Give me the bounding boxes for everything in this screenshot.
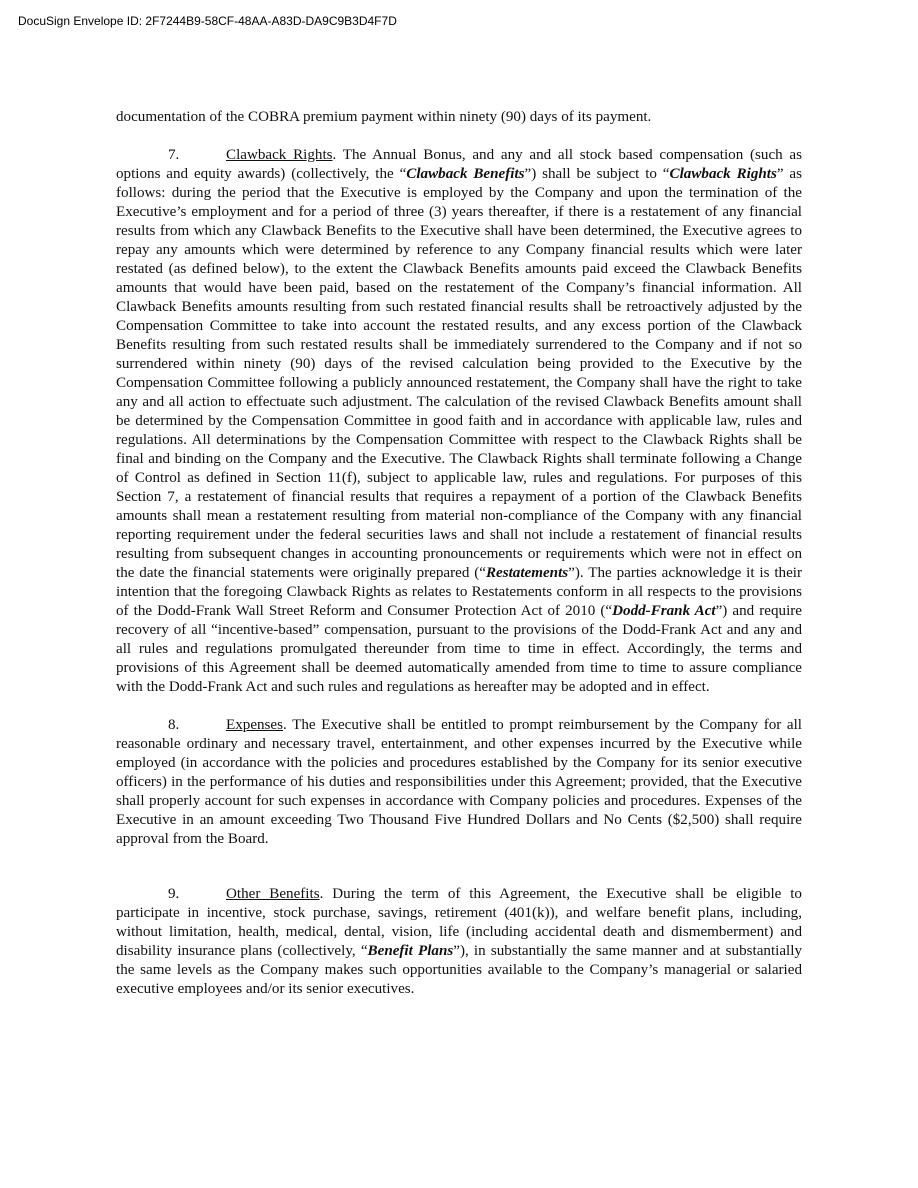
section-text: . The Executive shall be entitled to prompt reimbursement by the Company for all reasonable ordinary and necessary travel, entertainment, and other expenses incurred by the Executive while employed (in accordance with the policies and procedures established by the Company for its senior executive officers) in the performance of his duties and responsibilities under this Agreement; provided, that the Executive shall properly account for such expenses in accordance with Company policies and procedures. Expenses of the Executive in an amount exceeding Two Thousand Five Hundred Dollars and No Cents ($2,500) shall require approval from the Board. — [116, 717, 802, 847]
section-heading: Other Benefits — [226, 886, 320, 902]
section-text: ”) shall be subject to “ — [524, 166, 670, 182]
section-text: ” as follows: during the period that the Executive is employed by the Company and upon the termination of the Executive’s employment and for a period of three (3) years thereafter, if there is a restatement of any financial results from which any Clawback Benefits to the Executive shall have been determined, the Executive agrees to repay any amounts which were determined by reference to any Company financial results which were later restated (as defined below), to the extent the Clawback Benefits amounts paid exceed the Clawback Benefits amounts that would have been paid, based on the restatement of the Company’s financial information. All Clawback Benefits amounts resulting from such restated financial results shall be retroactively adjusted by the Compensation Committee to take into account the restated results, and any excess portion of the Clawback Benefits resulting from such restated results shall be immediately surrendered to the Company and if not so surrendered within ninety (90) days of the revised calculation being provided to the Executive by the Compensation Committee following a publicly announced restatement, the Company shall have the right to take any and all action to effectuate such adjustment. The calculation of the revised Clawback Benefits amount shall be determined by the Compensation Committee in good faith and in accordance with applicable law, rules and regulations. All determinations by the Compensation Committee with respect to the Clawback Rights shall be final and binding on the Company and the Executive. The Clawback Rights shall terminate following a Change of Control as defined in Section 11(f), subject to applicable law, rules and regulations. For purposes of this Section 7, a restatement of financial results that requires a repayment of a portion of the Clawback Benefits amounts shall mean a restatement resulting from material non-compliance of the Company with any financial reporting requirement under the federal securities laws and shall not include a restatement of financial results resulting from subsequent changes in accounting pronouncements or requirements which were not in effect on the date the financial statements were originally prepared (“ — [116, 166, 803, 581]
section-heading: Clawback Rights — [226, 147, 333, 163]
section-number: 9. — [168, 886, 180, 902]
intro-paragraph: documentation of the COBRA premium payment within ninety (90) days of its payment. — [116, 109, 652, 125]
section-9-other-benefits — [116, 885, 802, 999]
section-number: 8. — [168, 717, 180, 733]
section-7-clawback-rights — [116, 146, 802, 697]
section-heading: Expenses — [226, 717, 284, 733]
defined-term: Restatements — [485, 565, 569, 581]
defined-term: Clawback Rights — [669, 166, 777, 182]
defined-term: Benefit Plans — [367, 943, 454, 959]
section-8-expenses — [116, 716, 802, 849]
docusign-envelope-id: DocuSign Envelope ID: 2F7244B9-58CF-48AA-A83D-DA9C9B3D4F7D — [18, 14, 397, 28]
section-text: ”) and require recovery of all “incentive-based” compensation, pursuant to the provisions of the Dodd-Frank Act and any and all rules and regulations promulgated thereunder from time to time in effect. Accordingly, the terms and provisions of this Agreement shall be deemed automatically amended from time to time to assure compliance with the Dodd-Frank Act and such rules and regulations as hereafter may be adopted and in effect. — [116, 603, 802, 695]
section-text: . During the term of this Agreement, the Executive shall be eligible to participate in incentive, stock purchase, savings, retirement (401(k)), and welfare benefit plans, including, without limitation, health, medical, dental, vision, life (including accidental death and dismemberment) and disability insurance plans (collectively, “ — [116, 886, 802, 959]
document-page — [116, 108, 802, 1018]
defined-term: Clawback Benefits — [406, 166, 525, 182]
section-text: ”), in substantially the same manner and at substantially the same levels as the Company makes such opportunities available to the Company’s managerial or salaried executive employees and/or its senior executives. — [116, 943, 802, 997]
defined-term: Dodd-Frank Act — [612, 603, 716, 619]
section-text: . The Annual Bonus, and any and all stock based compensation (such as options and equity awards) (collectively, the “ — [116, 147, 802, 182]
section-number: 7. — [168, 147, 180, 163]
section-text: ”). The parties acknowledge it is their intention that the foregoing Clawback Rights as relates to Restatements conform in all respects to the provisions of the Dodd-Frank Wall Street Reform and Consumer Protection Act of 2010 (“ — [116, 565, 802, 619]
